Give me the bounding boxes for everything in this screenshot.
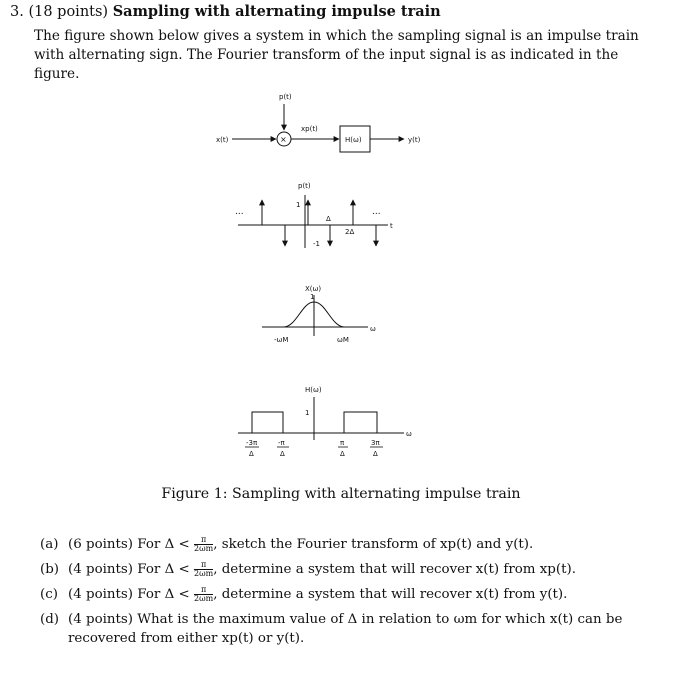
filter-label: H(ω) (345, 136, 362, 144)
block-diagram (232, 104, 404, 152)
neg-amplitude: -1 (313, 240, 320, 248)
fraction-denominator: 2ωm (194, 569, 214, 578)
fraction (194, 586, 213, 603)
tick-denominator: Δ (280, 450, 285, 458)
multiplier-symbol: × (280, 135, 287, 144)
tick-numerator: -3π (246, 439, 258, 447)
tick-numerator: 3π (371, 439, 380, 447)
part-text-b: , determine a system that will recover x(t) from y(t). (213, 587, 568, 602)
part-label: (b) (40, 562, 60, 577)
part-points: (4 points) (68, 587, 134, 602)
tick-denominator: Δ (249, 450, 254, 458)
part-points: (4 points) (68, 612, 134, 627)
question-points: (18 points) (28, 4, 109, 20)
part-text-a: What is the maximum value of Δ in relation to ωm for which x(t) can be recovered from either xp(t) or y(t). (68, 612, 623, 646)
part-b (40, 560, 660, 579)
fraction-numerator: π (194, 561, 213, 570)
part-label: (a) (40, 537, 59, 552)
tick-denominator: Δ (373, 450, 378, 458)
spectrum-axis-label: ω (370, 325, 376, 333)
part-c (40, 585, 660, 604)
part-text-a: For Δ < (137, 537, 190, 552)
part-text-a: For Δ < (137, 587, 190, 602)
part-a (40, 535, 660, 554)
pos-omega-m: ωM (337, 336, 349, 344)
filter-tick-neg3pi (245, 439, 259, 458)
fraction (194, 561, 213, 578)
filter-title: H(ω) (305, 386, 322, 394)
filter-passband-right (344, 412, 377, 433)
product-label: xp(t) (301, 125, 318, 133)
question-title: Sampling with alternating impulse train (112, 3, 441, 20)
part-d (40, 610, 660, 648)
part-points: (4 points) (68, 562, 134, 577)
filter-passband-left (252, 412, 283, 433)
two-delta-label: 2Δ (345, 228, 355, 236)
fraction (194, 536, 213, 553)
neg-omega-m: -ωM (274, 336, 289, 344)
impulse-title: p(t) (298, 182, 311, 190)
part-label: (d) (40, 612, 60, 627)
filter-tick-negpi (277, 439, 289, 458)
question-intro: The figure shown below gives a system in which the sampling signal is an impulse train with alternating sign. The Fourier transform of the input signal is as indicated in the figure. (34, 28, 639, 82)
sampling-label: p(t) (279, 93, 292, 101)
tick-numerator: -π (278, 439, 285, 447)
question-parts (40, 535, 660, 654)
part-points: (6 points) (68, 537, 134, 552)
fraction-denominator: 2ωm (194, 544, 214, 553)
fraction-denominator: 2ωm (194, 594, 214, 603)
part-text-a: For Δ < (137, 562, 190, 577)
output-label: y(t) (408, 136, 421, 144)
filter-axis-label: ω (406, 430, 412, 438)
spectrum-title: X(ω) (305, 285, 322, 293)
filter-tick-3pi (370, 439, 383, 458)
fraction-numerator: π (194, 536, 213, 545)
fraction-numerator: π (194, 586, 213, 595)
filter-tick-pi (338, 439, 348, 458)
tick-numerator: π (340, 439, 345, 447)
input-label: x(t) (216, 136, 229, 144)
figure-caption: Figure 1: Sampling with alternating impulse train (161, 486, 521, 502)
tick-denominator: Δ (340, 450, 345, 458)
t-axis-label: t (390, 222, 393, 230)
filter-gain: 1 (305, 409, 310, 417)
part-text-b: , determine a system that will recover x(t) from xp(t). (213, 562, 576, 577)
pos-amplitude: 1 (296, 201, 301, 209)
part-label: (c) (40, 587, 58, 602)
part-text-b: , sketch the Fourier transform of xp(t) and y(t). (213, 537, 534, 552)
filter-plot (238, 397, 404, 440)
spectrum-plot (262, 295, 368, 336)
left-dots: ... (235, 207, 244, 217)
right-dots: ... (372, 207, 381, 217)
spectrum-peak: 1 (310, 293, 315, 301)
delta-label: Δ (326, 215, 331, 223)
question-number: 3. (10, 4, 24, 20)
